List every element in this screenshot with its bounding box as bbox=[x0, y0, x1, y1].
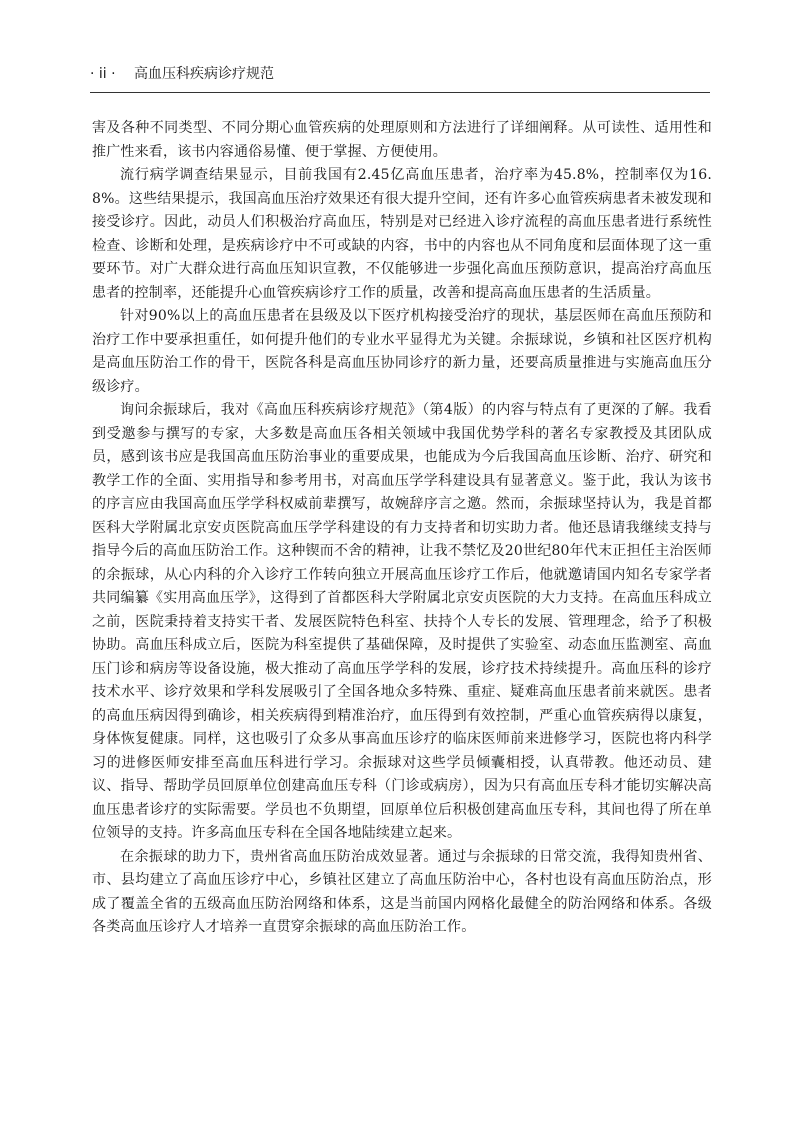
running-header bbox=[90, 64, 710, 93]
paragraph: 流行病学调查结果显示，目前我国有2.45亿高血压患者，治疗率为45.8%，控制率仅为16.8%。这些结果提示，我国高血压治疗效果还有很大提升空间，还有许多心血管疾病患者未被发现和接受诊疗。因此，动员人们积极治疗高血压，特别是对已经进入诊疗流程的高血压患者进行系统性检查、诊断和处理，是疾病诊疗中不可或缺的内容，书中的内容也从不同角度和层面体现了这一重要环节。对广大群众进行高血压知识宣教，不仅能够进一步强化高血压预防意识，提高治疗高血压患者的控制率，还能提升心血管疾病诊疗工作的质量，改善和提高高血压患者的生活质量。 bbox=[92, 167, 712, 301]
running-title: 高血压科疾病诊疗规范 bbox=[134, 66, 275, 82]
paragraph: 询问余振球后，我对《高血压科疾病诊疗规范》（第4版）的内容与特点有了更深的了解。我看到受邀参与撰写的专家，大多数是高血压各相关领域中我国优势学科的著名专家教授及其团队成员，感到该书应是我国高血压防治事业的重要成果，也能成为今后我国高血压诊断、治疗、研究和教学工作的全面、实用指导和参考用书，对高血压学学科建设具有显著意义。鉴于此，我认为该书的序言应由我国高血压学学科权威前辈撰写，故婉辞序言之邀。然而，余振球坚持认为，我是首都医科大学附属北京安贞医院高血压学学科建设的有力支持者和切实助力者。他还恳请我继续支持与指导今后的高血压防治工作。这种锲而不舍的精神，让我不禁忆及20世纪80年代末正担任主治医师的余振球，从心内科的介入诊疗工作转向独立开展高血压诊疗工作后，他就邀请国内知名专家学者共同编纂《实用高血压学》，这得到了首都医科大学附属北京安贞医院的大力支持。在高血压科成立之前，医院秉持着支持实干者、发展医院特色科室、扶持个人专长的发展、管理理念，给予了积极协助。高血压科成立后，医院为科室提供了基础保障，及时提供了实验室、动态血压监测室、高血压门诊和病房等设备设施，极大推动了高血压学学科的发展，诊疗技术持续提升。高血压科的诊疗技术水平、诊疗效果和学科发展吸引了全国各地众多特殊、重症、疑难高血压患者前来就医。患者的高血压病因得到确诊，相关疾病得到精准治疗，血压得到有效控制，严重心血管疾病得以康复，身体恢复健康。同样，这也吸引了众多从事高血压诊疗的临床医师前来进修学习，医院也将内科学习的进修医师安排至高血压科进行学习。余振球对这些学员倾囊相授，认真带教。他还动员、建议、指导、帮助学员回原单位创建高血压专科（门诊或病房），因为只有高血压专科才能切实解决高血压患者诊疗的实际需要。学员也不负期望，回原单位后积极创建高血压专科，其间也得了所在单位领导的支持。许多高血压专科在全国各地陆续建立起来。 bbox=[92, 402, 712, 841]
paragraph: 针对90%以上的高血压患者在县级及以下医疗机构接受治疗的现状，基层医师在高血压预防和治疗工作中要承担重任，如何提升他们的专业水平显得尤为关键。余振球说，乡镇和社区医疗机构是高血压防治工作的骨干，医院各科是高血压协同诊疗的新力量，还要高质量推进与实施高血压分级诊疗。 bbox=[92, 308, 712, 395]
page-number: · ii · bbox=[90, 66, 116, 82]
body-text bbox=[92, 117, 712, 940]
paragraph: 在余振球的助力下，贵州省高血压防治成效显著。通过与余振球的日常交流，我得知贵州省、市、县均建立了高血压诊疗中心，乡镇社区建立了高血压防治中心，各村也设有高血压防治点，形成了覆盖全省的五级高血压防治网络和体系，这是当前国内网格化最健全的防治网络和体系。各级各类高血压诊疗人才培养一直贯穿余振球的高血压防治工作。 bbox=[92, 848, 712, 935]
paragraph-continued: 害及各种不同类型、不同分期心血管疾病的处理原则和方法进行了详细阐释。从可读性、适用性和推广性来看，该书内容通俗易懂、便于掌握、方便使用。 bbox=[92, 120, 712, 160]
